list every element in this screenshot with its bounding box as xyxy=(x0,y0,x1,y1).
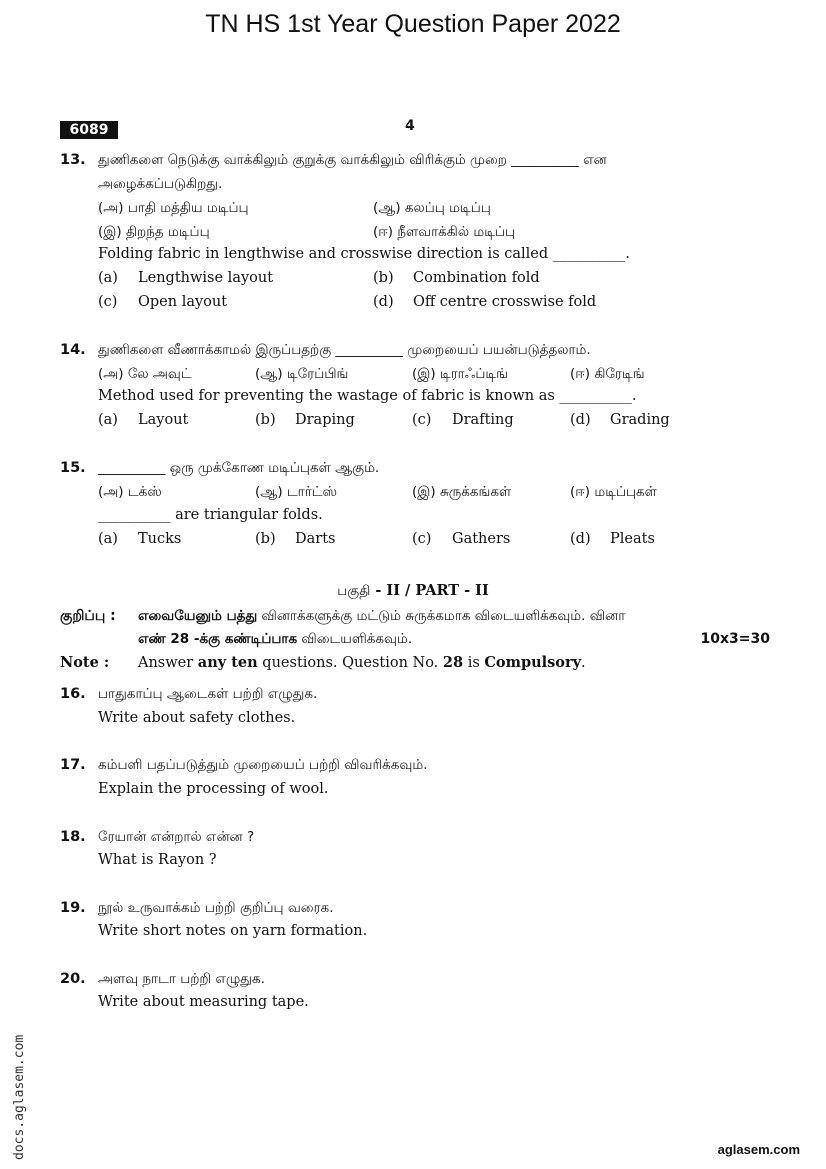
option-c: Open layout xyxy=(138,294,228,310)
option-tamil-c: (இ) சுருக்கங்கள் xyxy=(412,484,512,500)
question-text-english: Explain the processing of wool. xyxy=(98,781,329,797)
question-number: 15. xyxy=(60,460,86,476)
question-text-tamil: நூல் உருவாக்கம் பற்றி குறிப்பு வரைக. xyxy=(98,900,334,916)
option-label-a: (a) xyxy=(98,270,118,286)
question-text-tamil-cont: அழைக்கப்படுகிறது. xyxy=(98,176,223,192)
option-c: Drafting xyxy=(452,412,514,428)
note-tamil-line1-rest: வினாக்களுக்கு மட்டும் சுருக்கமாக விடையளிக்கவும். வினா xyxy=(257,608,626,624)
question-text-english: __________ are triangular folds. xyxy=(98,507,323,523)
option-label-c: (c) xyxy=(412,531,432,547)
option-tamil-d: (ஈ) நீளவாக்கில் மடிப்பு xyxy=(373,224,516,240)
marks-allocation: 10x3=30 xyxy=(700,631,770,647)
question-text-english: Folding fabric in lengthwise and crosswise direction is called __________. xyxy=(98,246,630,262)
option-label-b: (b) xyxy=(373,270,394,286)
option-label-c: (c) xyxy=(98,294,118,310)
document-title: TN HS 1st Year Question Paper 2022 xyxy=(205,10,621,38)
option-b: Darts xyxy=(295,531,336,547)
page-number: 4 xyxy=(405,118,415,134)
option-label-b: (b) xyxy=(255,412,276,428)
option-a: Layout xyxy=(138,412,189,428)
option-label-b: (b) xyxy=(255,531,276,547)
option-a: Lengthwise layout xyxy=(138,270,274,286)
question-text-english: What is Rayon ? xyxy=(98,852,217,868)
option-tamil-b: (ஆ) கலப்பு மடிப்பு xyxy=(373,200,491,216)
question-number: 19. xyxy=(60,900,86,916)
note-english-text: Answer any ten questions. Question No. 28 is Compulsory. xyxy=(138,654,586,671)
footer-brand: aglasem.com xyxy=(717,1142,800,1157)
option-tamil-b: (ஆ) டார்ட்ஸ் xyxy=(255,484,337,500)
option-d: Grading xyxy=(610,412,670,428)
question-number: 13. xyxy=(60,152,86,168)
question-text-english: Method used for preventing the wastage of fabric is known as __________. xyxy=(98,388,637,404)
option-tamil-d: (ஈ) கிரேடிங் xyxy=(570,366,645,382)
option-tamil-c: (இ) திறந்த மடிப்பு xyxy=(98,224,210,240)
side-watermark: docs.aglasem.com xyxy=(12,1034,27,1160)
option-label-a: (a) xyxy=(98,531,118,547)
note-tamil-emphasis-2: எண் 28 -க்கு கண்டிப்பாக xyxy=(138,631,298,647)
question-text-tamil: பாதுகாப்பு ஆடைகள் பற்றி எழுதுக. xyxy=(98,686,318,702)
question-text-tamil: ரேயான் என்றால் என்ன ? xyxy=(98,829,255,845)
question-text-english: Write short notes on yarn formation. xyxy=(98,923,368,939)
option-d: Off centre crosswise fold xyxy=(413,294,597,310)
option-tamil-a: (அ) பாதி மத்திய மடிப்பு xyxy=(98,200,249,216)
option-label-a: (a) xyxy=(98,412,118,428)
option-d: Pleats xyxy=(610,531,655,547)
option-label-d: (d) xyxy=(373,294,394,310)
question-text-tamil: __________ ஒரு முக்கோண மடிப்புகள் ஆகும். xyxy=(98,460,380,476)
note-tamil-line2 xyxy=(138,631,412,649)
question-text-tamil: துணிகளை நெடுக்கு வாக்கிலும் குறுக்கு வாக்கிலும் விரிக்கும் முறை __________ என xyxy=(98,152,607,168)
question-text-tamil: துணிகளை வீணாக்காமல் இருப்பதற்கு __________ முறையைப் பயன்படுத்தலாம். xyxy=(98,342,591,358)
paper-code-badge: 6089 xyxy=(60,121,118,139)
note-tamil-line2-rest: விடையளிக்கவும். xyxy=(297,631,413,647)
question-number: 20. xyxy=(60,971,86,987)
option-tamil-d: (ஈ) மடிப்புகள் xyxy=(570,484,657,500)
question-number: 17. xyxy=(60,757,86,773)
note-tamil-label: குறிப்பு : xyxy=(60,608,116,624)
question-number: 18. xyxy=(60,829,86,845)
part-heading-english: - II / PART - II xyxy=(370,582,489,599)
note-tamil-line1 xyxy=(138,608,625,626)
option-c: Gathers xyxy=(452,531,511,547)
option-tamil-a: (அ) லே அவுட் xyxy=(98,366,192,382)
option-label-d: (d) xyxy=(570,531,591,547)
option-label-d: (d) xyxy=(570,412,591,428)
question-text-english: Write about safety clothes. xyxy=(98,710,296,726)
question-number: 16. xyxy=(60,686,86,702)
note-tamil-emphasis-1: எவையேனும் பத்து xyxy=(138,608,258,624)
option-tamil-c: (இ) டிராஃப்டிங் xyxy=(412,366,508,382)
part-heading xyxy=(0,582,826,601)
option-tamil-b: (ஆ) டிரேப்பிங் xyxy=(255,366,349,382)
note-english-label: Note : xyxy=(60,654,110,671)
question-number: 14. xyxy=(60,342,86,358)
option-b: Draping xyxy=(295,412,355,428)
option-tamil-a: (அ) டக்ஸ் xyxy=(98,484,162,500)
question-text-tamil: கம்பளி பதப்படுத்தும் முறையைப் பற்றி விவரிக்கவும். xyxy=(98,757,428,773)
question-text-tamil: அளவு நாடா பற்றி எழுதுக. xyxy=(98,971,265,987)
part-heading-tamil: பகுதி xyxy=(337,583,371,599)
option-label-c: (c) xyxy=(412,412,432,428)
option-a: Tucks xyxy=(138,531,182,547)
question-text-english: Write about measuring tape. xyxy=(98,994,309,1010)
option-b: Combination fold xyxy=(413,270,540,286)
